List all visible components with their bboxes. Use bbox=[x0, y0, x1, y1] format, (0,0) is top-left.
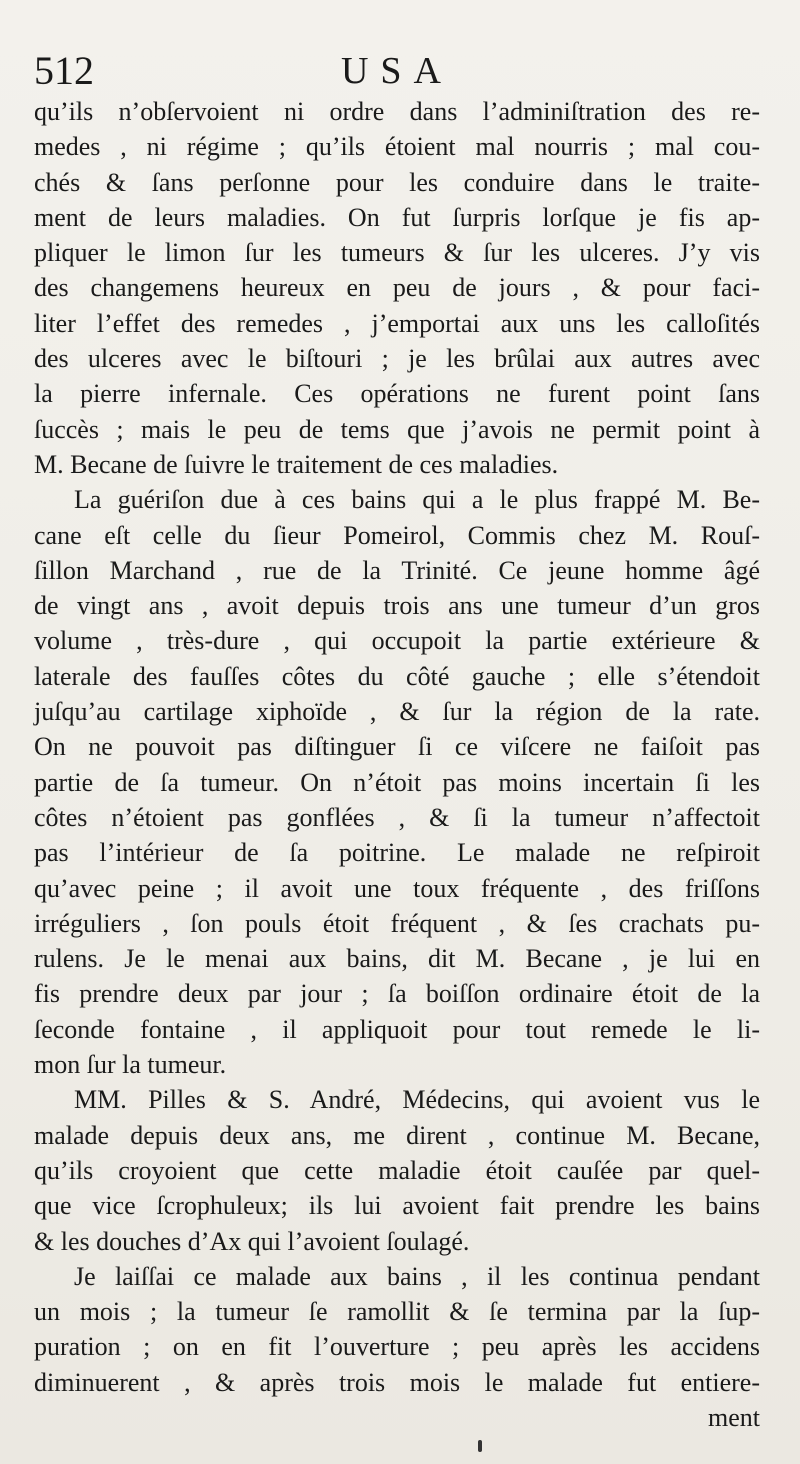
text-line: partie de ſa tumeur. On n’étoit pas moins incertain ſi les bbox=[34, 767, 760, 797]
text-line: cane eſt celle du ſieur Pomeirol, Commis chez M. Rouſ- bbox=[34, 520, 760, 550]
text-line: ſillon Marchand , rue de la Trinité. Ce jeune homme âgé bbox=[34, 555, 760, 585]
text-line: que vice ſcrophuleux; ils lui avoient fait prendre les bains bbox=[34, 1191, 760, 1221]
text-line: fis prendre deux par jour ; ſa boiſſon ordinaire étoit de la bbox=[34, 979, 760, 1009]
text-line: chés & ſans perſonne pour les conduire dans le traite- bbox=[34, 167, 760, 197]
text-line: M. Becane de ſuivre le traitement de ces maladies. bbox=[34, 449, 559, 479]
text-line: qu’ils croyoient que cette maladie étoit cauſée par quel- bbox=[34, 1155, 760, 1185]
text-line: medes , ni régime ; qu’ils étoient mal nourris ; mal cou- bbox=[34, 132, 760, 162]
printer-mark bbox=[478, 1440, 482, 1452]
text-line: volume , très-dure , qui occupoit la partie extérieure & bbox=[34, 626, 760, 656]
text-line: qu’avec peine ; il avoit une toux fréquente , des friſſons bbox=[34, 873, 760, 903]
text-line: diminuerent , & après trois mois le malade fut entiere- bbox=[34, 1367, 760, 1397]
text-line: MM. Pilles & S. André, Médecins, qui avoient vus le bbox=[74, 1085, 760, 1115]
text-line: ſeconde fontaine , il appliquoit pour tout remede le li- bbox=[34, 1014, 760, 1044]
text-line: des ulceres avec le biſtouri ; je les brûlai aux autres avec bbox=[34, 344, 760, 374]
text-line: puration ; on en fit l’ouverture ; peu après les accidens bbox=[34, 1332, 760, 1362]
running-head: USA bbox=[340, 50, 454, 92]
text-line: de vingt ans , avoit depuis trois ans une tumeur d’un gros bbox=[34, 591, 760, 621]
catchword: ment bbox=[708, 1402, 760, 1432]
text-line: un mois ; la tumeur ſe ramollit & ſe termina par la ſup- bbox=[34, 1297, 760, 1327]
text-line: liter l’effet des remedes , j’emportai aux uns les calloſités bbox=[34, 308, 760, 338]
text-line: ment de leurs maladies. On fut ſurpris lorſque je fis ap- bbox=[34, 202, 760, 232]
body-text bbox=[34, 94, 760, 1435]
text-line: rulens. Je le menai aux bains, dit M. Becane , je lui en bbox=[34, 944, 760, 974]
page-header bbox=[34, 46, 760, 96]
text-line: La guériſon due à ces bains qui a le plus frappé M. Be- bbox=[74, 485, 760, 515]
text-line: malade depuis deux ans, me dirent , continue M. Becane, bbox=[34, 1120, 760, 1150]
text-line: juſqu’au cartilage xiphoïde , & ſur la région de la rate. bbox=[34, 697, 760, 727]
text-line: mon ſur la tumeur. bbox=[34, 1050, 227, 1080]
text-line: côtes n’étoient pas gonflées , & ſi la tumeur n’affectoit bbox=[34, 802, 760, 832]
text-line: qu’ils n’obſervoient ni ordre dans l’adminiſtration des re- bbox=[34, 97, 760, 126]
text-line: & les douches d’Ax qui l’avoient ſoulagé. bbox=[34, 1226, 470, 1256]
text-line: Je laiſſai ce malade aux bains , il les continua pendant bbox=[74, 1261, 760, 1291]
text-line: irréguliers , ſon pouls étoit fréquent , & ſes crachats pu- bbox=[34, 908, 760, 938]
text-line: On ne pouvoit pas diſtinguer ſi ce viſcere ne faiſoit pas bbox=[34, 732, 760, 762]
text-line: pas l’intérieur de ſa poitrine. Le malade ne reſpiroit bbox=[34, 838, 760, 868]
text-line: des changemens heureux en peu de jours , & pour faci- bbox=[34, 273, 760, 303]
text-line: pliquer le limon ſur les tumeurs & ſur les ulceres. J’y vis bbox=[34, 238, 760, 268]
page-number: 512 bbox=[34, 48, 94, 93]
text-line: ſuccès ; mais le peu de tems que j’avois ne permit point à bbox=[34, 414, 760, 444]
text-line: laterale des fauſſes côtes du côté gauche ; elle s’étendoit bbox=[34, 661, 760, 691]
text-line: la pierre infernale. Ces opérations ne furent point ſans bbox=[34, 379, 760, 409]
